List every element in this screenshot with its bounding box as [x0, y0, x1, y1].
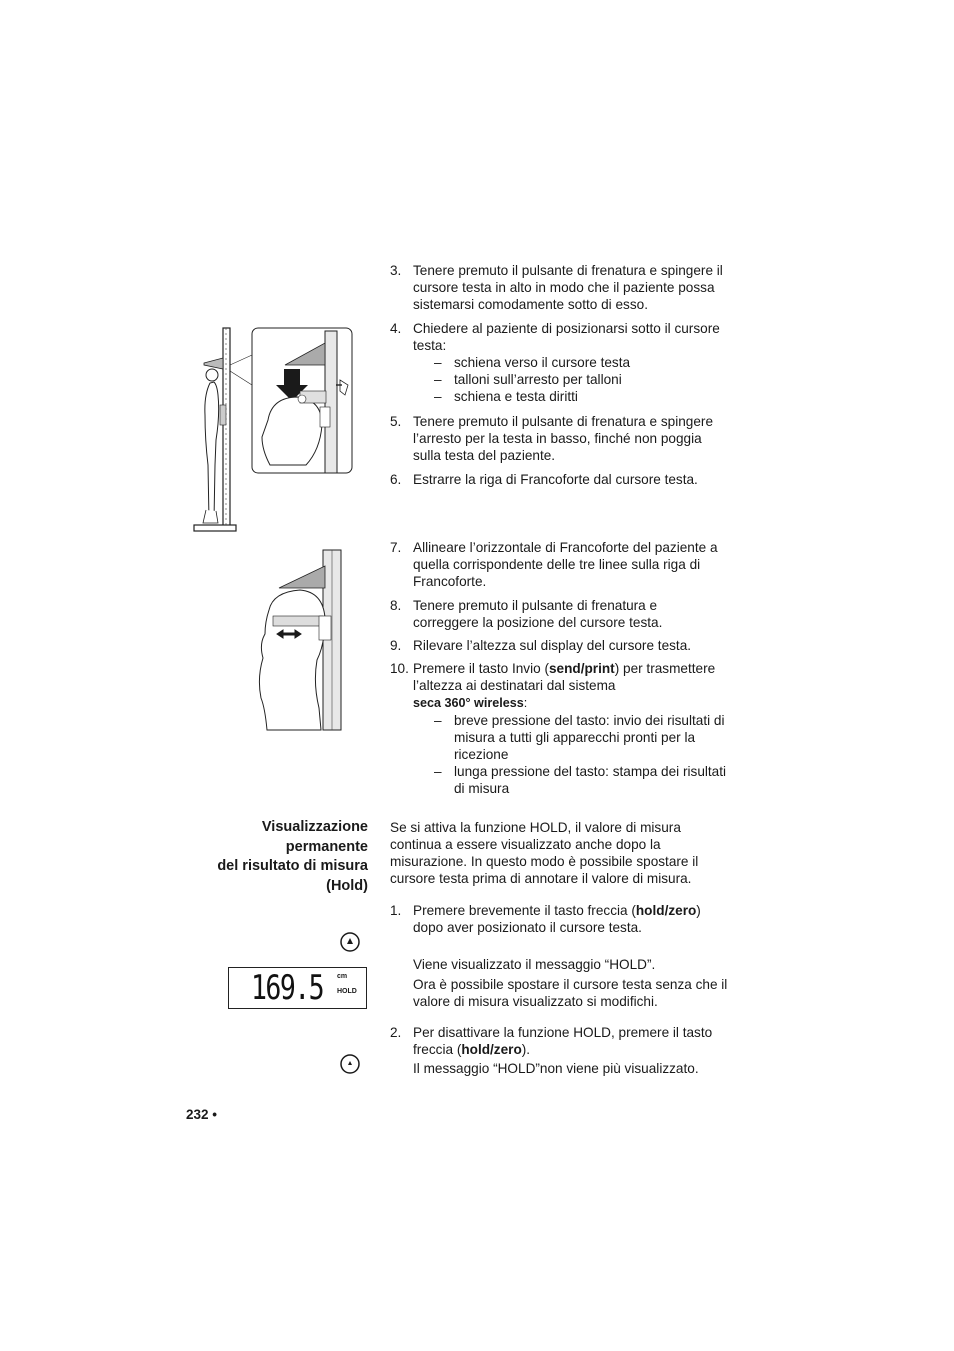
step-10: [390, 660, 735, 797]
hold-zero-key-label: hold/zero: [635, 903, 697, 918]
step-text-line: Tenere premuto il pulsante di frenatura e: [413, 598, 658, 613]
step-text-line: l’altezza ai destinatari dal sistema: [413, 678, 616, 693]
step-text-line: Chiedere al paziente di posizionarsi sotto il cursore: [413, 321, 720, 336]
hold-step-2: [390, 1024, 735, 1077]
step-number: 2.: [390, 1025, 402, 1040]
hold-intro: Se si attiva la funzione HOLD, il valore di misura continua a essere visualizzato anche dopo la misurazione. In questo modo è possibile spostare il cursore testa prima di annotare il valore di misura.: [390, 820, 699, 886]
hold-zero-key-label: hold/zero: [461, 1042, 522, 1057]
step-number: 10.: [390, 661, 409, 676]
step-text-line: sistemarsi comodamente sotto di esso.: [413, 297, 648, 312]
section-heading-hold: Visualizzazione permanente del risultato di misura (Hold): [217, 819, 368, 894]
step-note: Il messaggio “HOLD”non viene più visualizzato.: [413, 1061, 699, 1076]
step-note: Viene visualizzato il messaggio “HOLD”.: [413, 957, 656, 972]
step-text-line: freccia (hold/zero).: [413, 1042, 531, 1057]
system-name: seca 360° wireless:: [413, 696, 528, 710]
stadiometer-figure: [190, 325, 355, 540]
lcd-display: [228, 967, 367, 1009]
frankfort-alignment-figure: [255, 548, 345, 732]
step-text-line: cursore testa in alto in modo che il paziente possa: [413, 280, 715, 295]
page-number: 232 •: [186, 1107, 218, 1122]
step-4: [390, 320, 735, 405]
step-text-line: Francoforte.: [413, 574, 487, 589]
step-text-line: testa:: [413, 338, 447, 353]
sub-item: – talloni sull’arresto per talloni: [434, 371, 735, 388]
step-text-line: Tenere premuto il pulsante di frenatura e spingere il: [413, 263, 723, 278]
hold-step-1: [390, 902, 735, 1010]
step-text-line: Per disattivare la funzione HOLD, premere il tasto: [413, 1025, 713, 1040]
arrow-up-key-icon: [339, 931, 361, 953]
step-text-line: Rilevare l’altezza sul display del cursore testa.: [413, 638, 692, 653]
step-number: 1.: [390, 903, 402, 918]
step-text-line: Tenere premuto il pulsante di frenatura e spingere: [413, 414, 713, 429]
step-6: [390, 471, 735, 488]
step-text-line: quella corrispondente delle tre linee sulla riga di: [413, 557, 701, 572]
display-hold-status: HOLD: [337, 988, 357, 995]
sub-item: – schiena verso il cursore testa: [434, 354, 735, 371]
step-number: 6.: [390, 472, 402, 487]
step-text-line: correggere la posizione del cursore testa.: [413, 615, 663, 630]
step-7: [390, 539, 735, 590]
display-value: 169.5: [251, 968, 324, 1008]
step-5: [390, 413, 735, 464]
step-3: [390, 262, 735, 313]
step-number: 8.: [390, 598, 402, 613]
step-number: 4.: [390, 321, 402, 336]
step-number: 5.: [390, 414, 402, 429]
step-8: [390, 597, 735, 631]
send-print-key-label: send/print: [548, 661, 615, 676]
step-text-line: sulla testa del paziente.: [413, 448, 556, 463]
arrow-up-key-icon: [339, 1053, 361, 1075]
step-note: Ora è possibile spostare il cursore testa senza che il valore di misura visualizzato si modifichi.: [413, 977, 728, 1009]
step-text-line: Estrarre la riga di Francoforte dal cursore testa.: [413, 472, 698, 487]
step-number: 7.: [390, 540, 402, 555]
step-number: 9.: [390, 638, 402, 653]
sub-item: – breve pressione del tasto: invio dei risultati di misura a tutti gli apparecchi pronti per la ricezione: [434, 712, 735, 763]
step-9: [390, 637, 735, 654]
sub-item: – lunga pressione del tasto: stampa dei risultati di misura: [434, 763, 735, 797]
sub-item: – schiena e testa diritti: [434, 388, 735, 405]
step-text-line: dopo aver posizionato il cursore testa.: [413, 920, 642, 935]
step-text-line: Allineare l’orizzontale di Francoforte del paziente a: [413, 540, 718, 555]
step-text-line: Premere brevemente il tasto freccia (hold/zero): [413, 903, 701, 918]
step-text-line: l’arresto per la testa in basso, finché non poggia: [413, 431, 702, 446]
step-text-line: Premere il tasto Invio (send/print) per trasmettere: [413, 661, 716, 676]
step-number: 3.: [390, 263, 402, 278]
display-unit: cm: [337, 973, 348, 980]
